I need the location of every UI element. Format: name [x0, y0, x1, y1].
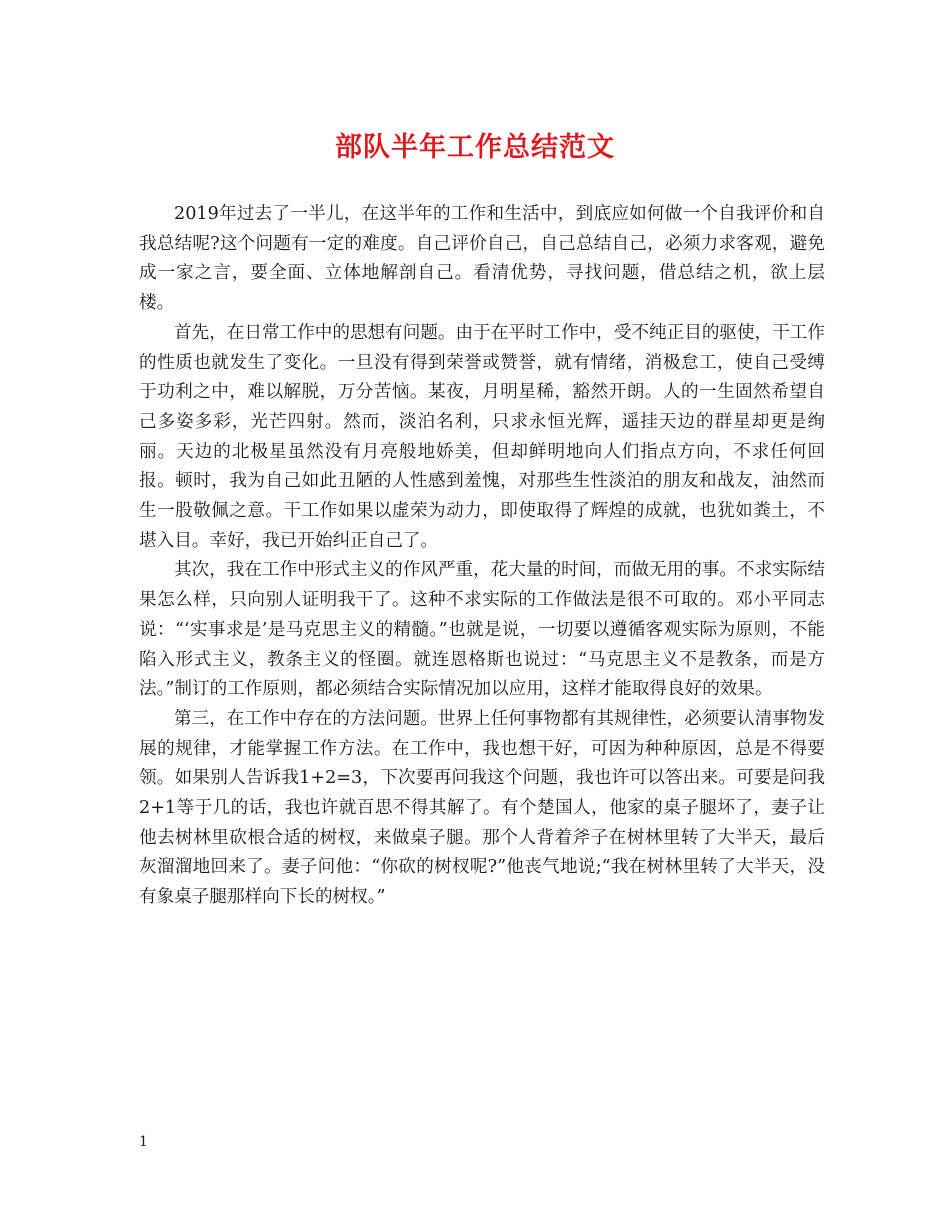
document-body — [139, 200, 825, 913]
paragraph-intro: 2019年过去了一半儿，在这半年的工作和生活中，到底应如何做一个自我评价和自我总结呢?这个问题有一定的难度。自己评价自己，自己总结自己，必须力求客观，避免成一家之言，要全面、立体地解剖自己。看清优势，寻找问题，借总结之机，欲上层楼。 — [139, 204, 825, 314]
paragraph-second-issue: 其次，我在工作中形式主义的作风严重，花大量的时间，而做无用的事。不求实际结果怎么样，只向别人证明我干了。这种不求实际的工作做法是很不可取的。邓小平同志说：“‘实事求是’是马克思主义的精髓。”也就是说，一切要以遵循客观实际为原则，不能陷入形式主义，教条主义的怪圈。就连恩格斯也说过：“马克思主义不是教条，而是方法。”制订的工作原则，都必须结合实际情况加以应用，这样才能取得良好的效果。 — [139, 560, 825, 700]
paragraph-third-issue: 第三，在工作中存在的方法问题。世界上任何事物都有其规律性，必须要认清事物发展的规律，才能掌握工作方法。在工作中，我也想干好，可因为种种原因，总是不得要领。如果别人告诉我1+2=3，下次要再问我这个问题，我也许可以答出来。可要是问我2+1等于几的话，我也许就百思不得其解了。有个楚国人，他家的桌子腿坏了，妻子让他去树林里砍根合适的树杈，来做桌子腿。那个人背着斧子在树林里转了大半天，最后灰溜溜地回来了。妻子问他：“你砍的树杈呢?”他丧气地说;“我在树林里转了大半天，没有象桌子腿那样向下长的树杈。” — [139, 708, 825, 908]
page-number: 1 — [139, 1134, 148, 1150]
document-title: 部队半年工作总结范文 — [335, 132, 615, 163]
paragraph-first-issue: 首先，在日常工作中的思想有问题。由于在平时工作中，受不纯正目的驱使，干工作的性质也就发生了变化。一旦没有得到荣誉或赞誉，就有情绪，消极怠工，使自己受缚于功利之中，难以解脱，万分苦恼。某夜，月明星稀，豁然开朗。人的一生固然希望自己多姿多彩，光芒四射。然而，淡泊名利，只求永恒光辉，遥挂天边的群星却更是绚丽。天边的北极星虽然没有月亮般地娇美，但却鲜明地向人们指点方向，不求任何回报。顿时，我为自己如此丑陋的人性感到羞愧，对那些生性淡泊的朋友和战友，油然而生一股敬佩之意。干工作如果以虚荣为动力，即使取得了辉煌的成就，也犹如粪土，不堪入目。幸好，我已开始纠正自己了。 — [139, 322, 825, 551]
